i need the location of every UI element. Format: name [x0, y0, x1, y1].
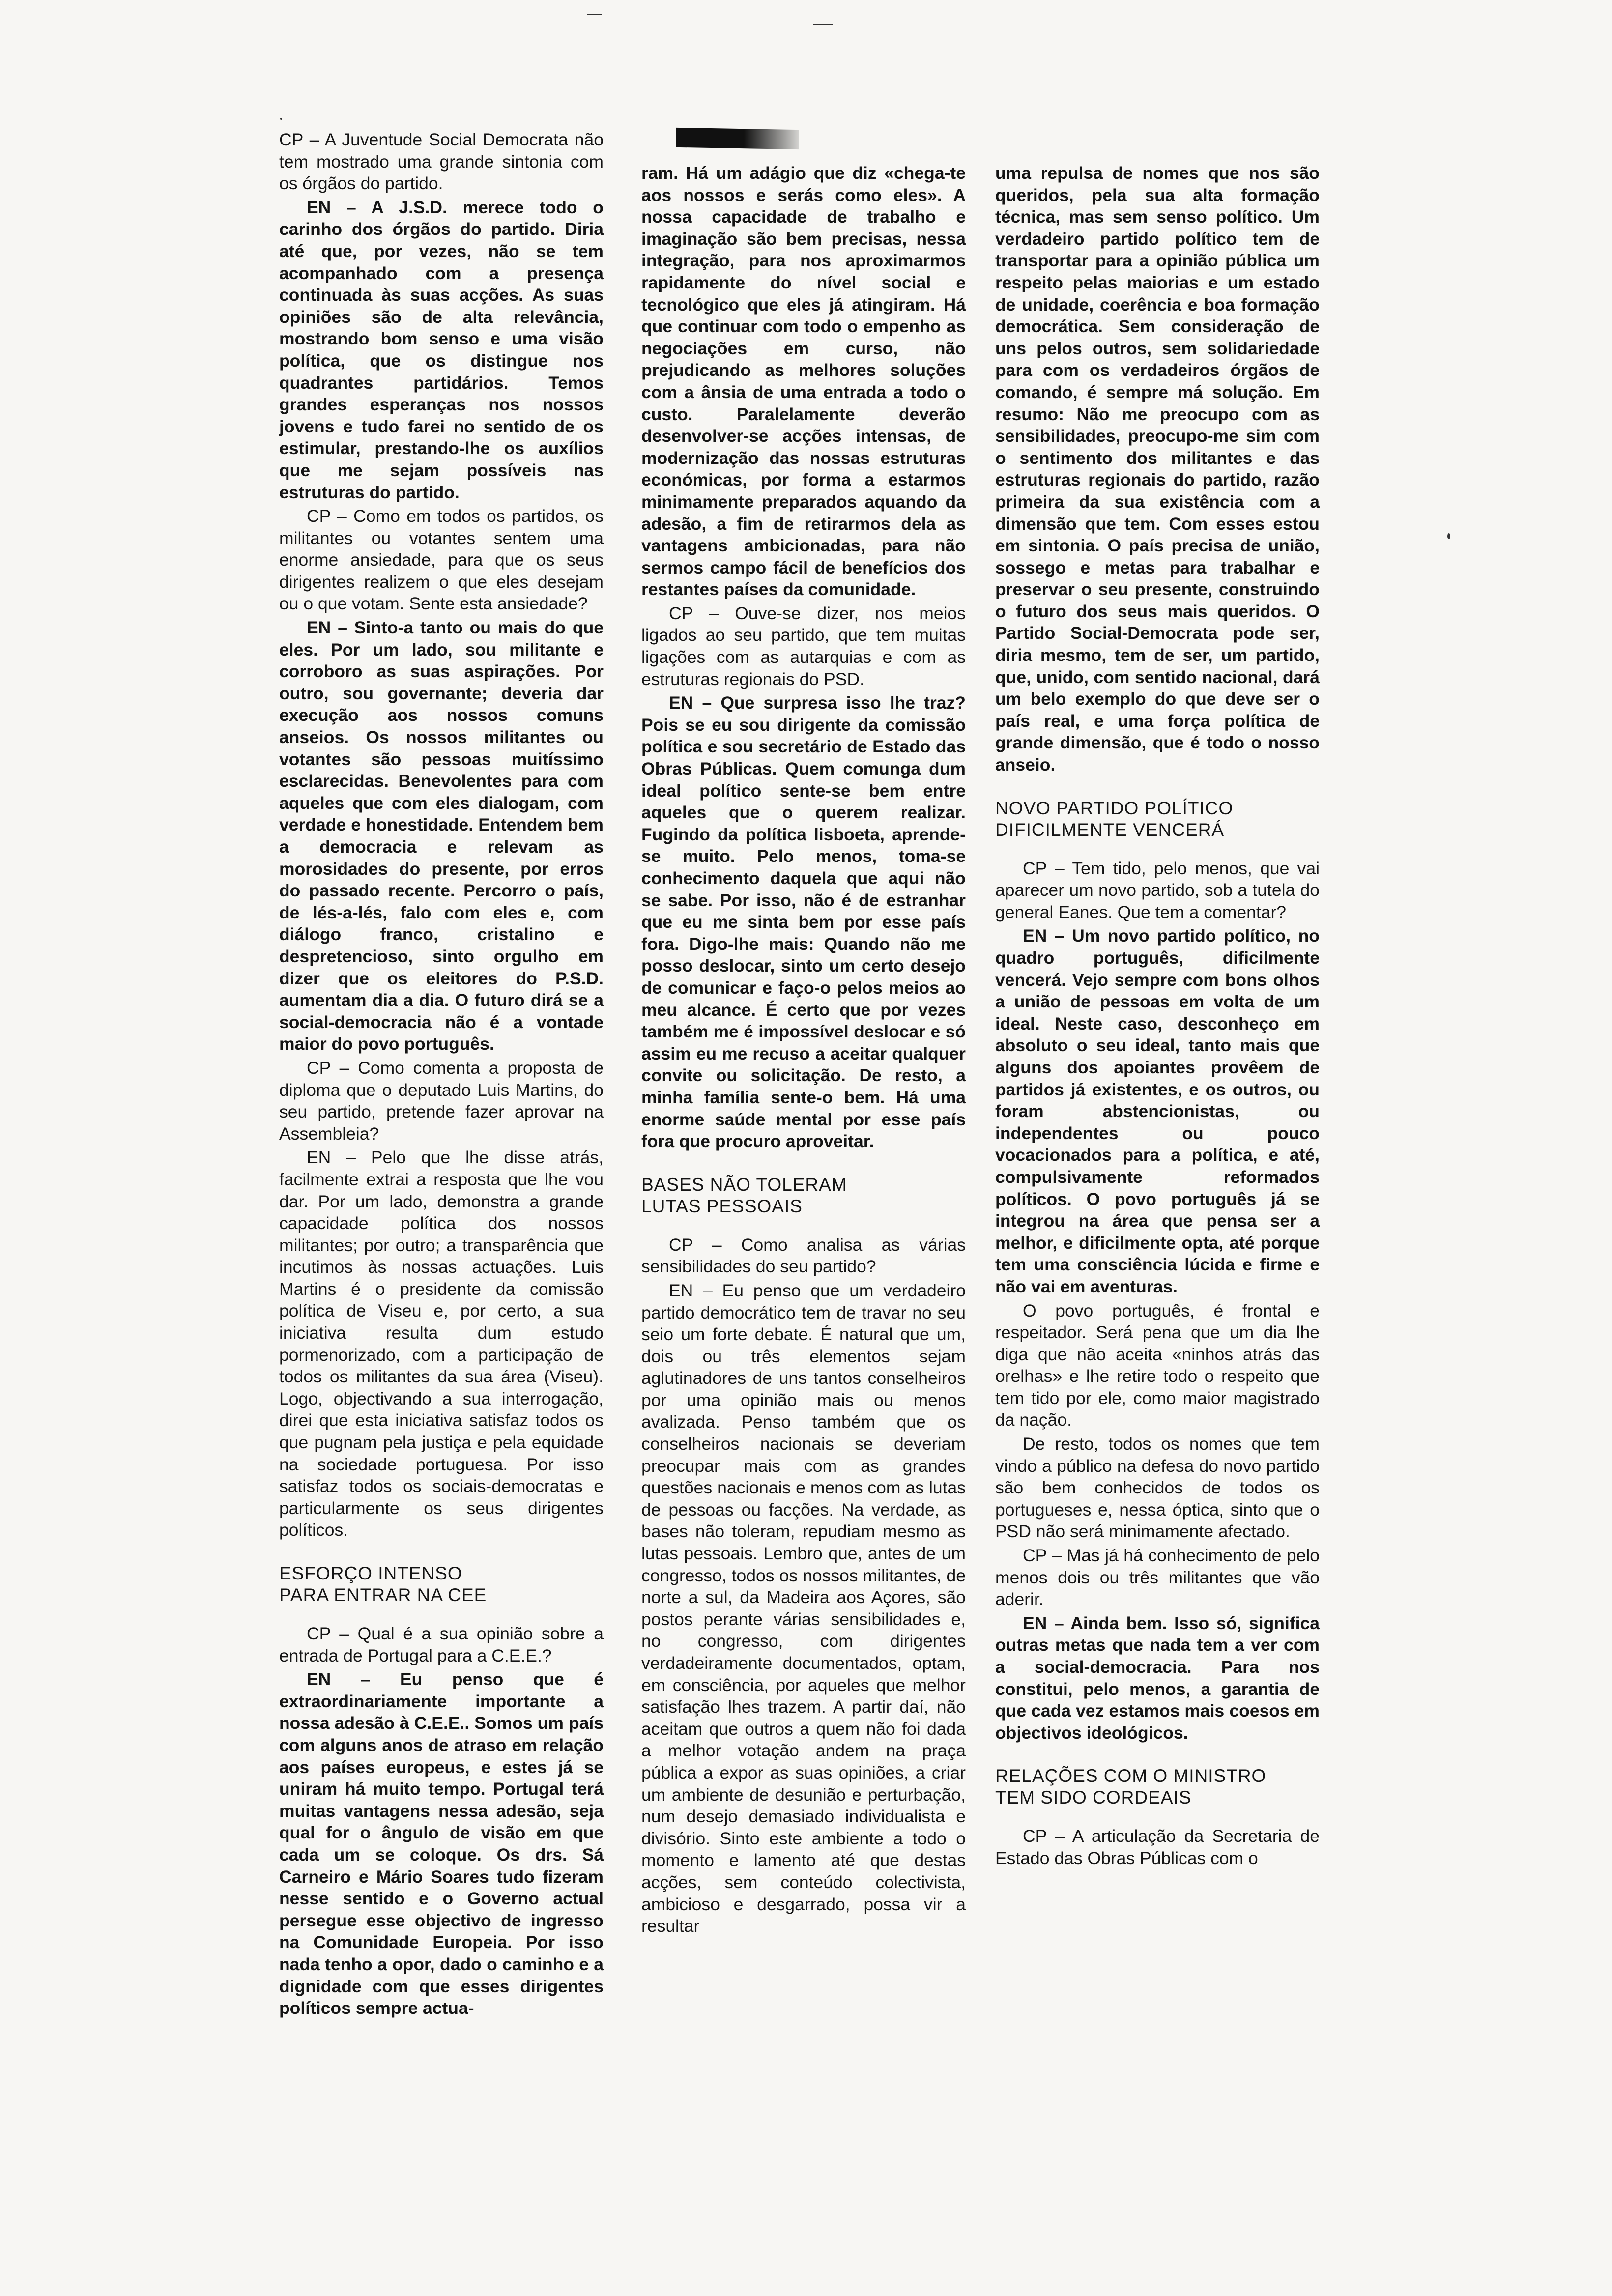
paragraph: EN – Pelo que lhe disse atrás, facilmente extrai a resposta que lhe vou dar. Por um lado, demonstra a grande capacidade política dos nossos militantes; por outro; a transparência que incutimos às nossas actuações. Luis Martins é o presidente da comissão política de Viseu e, por certo, a sua iniciativa resulta dum estudo pormenorizado, com a participação de todos os militantes da sua área (Viseu). Logo, objectivando a sua interrogação, direi que esta iniciativa satisfaz todos os que pugnam pela justiça e pela equidade na sociedade portuguesa. Por isso satisfaz todos os sociais-democratas e particularmente os seus dirigentes políticos. — [279, 1148, 604, 1540]
column-2 — [641, 162, 966, 1939]
paragraph: ram. Há um adágio que diz «chega-te aos nossos e serás como eles». A nossa capacidade de trabalho e imaginação são bem precisas, nessa integração, para nos aproximarmos rapidamente do nível social e tecnológico que eles já atingiram. Há que continuar com todo o empenho as negociações em curso, não prejudicando as melhores soluções com a ânsia de uma entrada a todo o custo. Paralelamente deverão desenvolver-se acções intensas, de modernização das nossas estruturas económicas, por forma a estarmos minimamente preparados aquando da adesão, a fim de retirarmos dela as vantagens ambicionadas, para não sermos campo fácil de benefícios dos restantes países da comunidade. — [641, 163, 966, 600]
paragraph: CP – Mas já há conhecimento de pelo menos dois ou três militantes que vão aderir. — [995, 1546, 1320, 1609]
heading-line: DIFICILMENTE VENCERÁ — [995, 819, 1225, 840]
paragraph: O povo português, é frontal e respeitador. Será pena que um dia lhe diga que não aceita «ninhos atrás das orelhas» e lhe retire todo o respeito que tem tido por ele, como maior magistrado da nação. — [995, 1300, 1320, 1430]
black-ink-bar — [676, 128, 799, 149]
paragraph: EN – Sinto-a tanto ou mais do que eles. Por um lado, sou militante e corroboro as suas aspirações. Por outro, sou governante; deveria dar execução aos nossos comuns anseios. Os nossos militantes ou votantes são pessoas muitíssimo esclarecidas. Benevolentes para com aqueles que com eles dialogam, com verdade e honestidade. Entendem bem a democracia e relevam as morosidades do presente, por erros do passado recente. Percorro o país, de lés-a-lés, falo com eles e, com diálogo franco, cristalino e despretencioso, sinto orgulho em dizer que os eleitores do P.S.D. aumentam dia a dia. O futuro dirá se a social-democracia não é a vontade maior do povo português. — [279, 618, 604, 1054]
ink-speck — [280, 118, 282, 120]
paragraph: CP – Tem tido, pelo menos, que vai aparecer um novo partido, sob a tutela do general Eanes. Que tem a comentar? — [995, 858, 1320, 922]
heading-line: BASES NÃO TOLERAM — [641, 1174, 847, 1195]
section-heading — [279, 1563, 604, 1606]
paragraph: EN – Um novo partido político, no quadro português, dificilmente vencerá. Vejo sempre com bons olhos a união de pessoas em volta de um ideal. Neste caso, desconheço em absoluto o seu ideal, tanto mais que alguns dos apoiantes provêem de partidos já existentes, e os outros, ou foram abstencionistas, ou independentes ou pouco vocacionados para a política, e até, compulsivamente reformados políticos. O povo português já se integrou na área que pensa ser a melhor, e dificilmente opta, até porque tem uma consciência lúcida e firme e não vai em aventuras. — [995, 926, 1320, 1296]
heading-line: PARA ENTRAR NA CEE — [279, 1585, 487, 1605]
section-heading — [641, 1174, 966, 1217]
ink-speck — [1447, 533, 1450, 539]
paragraph: CP – Como analisa as várias sensibilidades do seu partido? — [641, 1234, 966, 1277]
paragraph: CP – Qual é a sua opinião sobre a entrada de Portugal para a C.E.E.? — [279, 1624, 604, 1665]
heading-line: RELAÇÕES COM O MINISTRO — [995, 1766, 1267, 1786]
ink-speck — [813, 24, 833, 25]
paragraph: CP – Como em todos os partidos, os militantes ou votantes sentem uma enorme ansiedade, para que os seus dirigentes realizem o que eles desejam ou o que votam. Sente esta ansiedade? — [279, 506, 604, 614]
column-1 — [279, 129, 604, 2021]
paragraph: EN – Eu penso que é extraordinariamente importante a nossa adesão à C.E.E.. Somos um país com alguns anos de atraso em relação aos países europeus, e estes já se uniram há muito tempo. Portugal terá muitas vantagens nessa adesão, seja qual for o ângulo de visão em que cada um se coloque. Os drs. Sá Carneiro e Mário Soares tudo fizeram nesse sentido e o Governo actual persegue esse objectivo de ingresso na Comunidade Europeia. Por isso nada tenho a opor, dado o caminho e a dignidade com que esses dirigentes políticos sempre actua- — [279, 1669, 604, 2018]
section-heading — [995, 1765, 1320, 1808]
paragraph: CP – A Juventude Social Democrata não tem mostrado uma grande sintonia com os órgãos do partido. — [279, 130, 604, 194]
heading-line: TEM SIDO CORDEAIS — [995, 1787, 1192, 1808]
paragraph: CP – A articulação da Secretaria de Estado das Obras Públicas com o — [995, 1826, 1320, 1868]
column-3 — [995, 162, 1320, 1871]
section-heading — [995, 798, 1320, 841]
ink-speck — [587, 14, 602, 15]
paragraph: EN – Eu penso que um verdadeiro partido democrático tem de travar no seu seio um forte debate. É natural que um, dois ou três elementos sejam aglutinadores de uns tantos conselheiros por uma opinião mais ou menos avalizada. Penso também que os conselheiros nacionais se deveriam preocupar mais com as grandes questões nacionais e menos com as lutas de pessoas ou facções. Na verdade, as bases não toleram, repudiam mesmo as lutas pessoais. Lembro que, antes de um congresso, todos os nossos militantes, de norte a sul, da Madeira aos Açores, são postos perante várias sensibilidades e, no congresso, com dirigentes verdadeiramente documentados, optam, em consciência, por aqueles que melhor satisfação lhes trazem. A partir daí, não aceitam que outros a quem não foi dada a melhor votação andem na praça pública a expor as suas opiniões, a criar um ambiente de desunião e perturbação, num desejo demasiado individualista e divisório. Sinto este ambiente a todo o momento e lamento até que destas acções, sem conteúdo colectivista, ambicioso e desgarrado, possa vir a resultar — [641, 1280, 966, 1936]
heading-line: LUTAS PESSOAIS — [641, 1196, 803, 1216]
paragraph: EN – A J.S.D. merece todo o carinho dos órgãos do partido. Diria até que, por vezes, não se tem acompanhado com a presença continuada às suas acções. As suas opiniões são de alta relevância, mostrando bom senso e uma visão política, que os distingue nos quadrantes partidários. Temos grandes esperanças nos nossos jovens e tudo farei no sentido de os estimular, prestando-lhe os auxílios que me sejam possíveis nas estruturas do partido. — [279, 197, 604, 502]
heading-line: ESFORÇO INTENSO — [279, 1563, 462, 1583]
paragraph: CP – Como comenta a proposta de diploma que o deputado Luis Martins, do seu partido, pretende fazer aprovar na Assembleia? — [279, 1058, 604, 1144]
paragraph: EN – Que surpresa isso lhe traz? Pois se eu sou dirigente da comissão política e sou secretário de Estado das Obras Públicas. Quem comunga dum ideal político sente-se bem entre aqueles que o querem realizar. Fugindo da política lisboeta, aprende-se muito. Pelo menos, toma-se conhecimento daquela que aqui não se sabe. Por isso, não é de estranhar que eu me sinta bem por esse país fora. Digo-lhe mais: Quando não me posso deslocar, sinto um certo desejo de comunicar e faço-o pelos meios ao meu alcance. É certo que por vezes também me é impossível deslocar e só assim eu me recuso a aceitar qualquer convite ou solicitação. De resto, a minha família sente-o bem. Há uma enorme saúde mental por esse país fora que procuro aproveitar. — [641, 693, 966, 1151]
paragraph: CP – Ouve-se dizer, nos meios ligados ao seu partido, que tem muitas ligações com as autarquias e com as estruturas regionais do PSD. — [641, 603, 966, 689]
paragraph: uma repulsa de nomes que nos são queridos, pela sua alta formação técnica, mas sem senso político. Um verdadeiro partido político tem de transportar para a opinião pública um respeito pelas maiorias e um estado de unidade, coerência e boa formação democrática. Sem consideração de uns pelos outros, sem solidariedade para com os verdadeiros órgãos de comando, é sempre má solução. Em resumo: Não me preocupo com as sensibilidades, preocupo-me sim com o sentimento dos militantes e das estruturas regionais do partido, razão primeira da sua existência com a dimensão que tem. Com esses estou em sintonia. O país precisa de união, sossego e metas para trabalhar e preservar o seu presente, construindo o futuro dos seus mais queridos. O Partido Social-Democrata pode ser, diria mesmo, tem de ser, um partido, que, unido, com sentido nacional, dará um belo exemplo do que deve ser o país real, e uma força política de grande dimensão, que é todo o nosso anseio. — [995, 163, 1320, 775]
paragraph: EN – Ainda bem. Isso só, significa outras metas que nada tem a ver com a social-democracia. Para nos constitui, pelo menos, a garantia de que cada vez estamos mais coesos em objectivos ideológicos. — [995, 1613, 1320, 1743]
paragraph: De resto, todos os nomes que tem vindo a público na defesa do novo partido são bem conhecidos de todos os portugueses e, nessa óptica, sinto que o PSD não será minimamente afectado. — [995, 1434, 1320, 1542]
heading-line: NOVO PARTIDO POLÍTICO — [995, 798, 1234, 818]
